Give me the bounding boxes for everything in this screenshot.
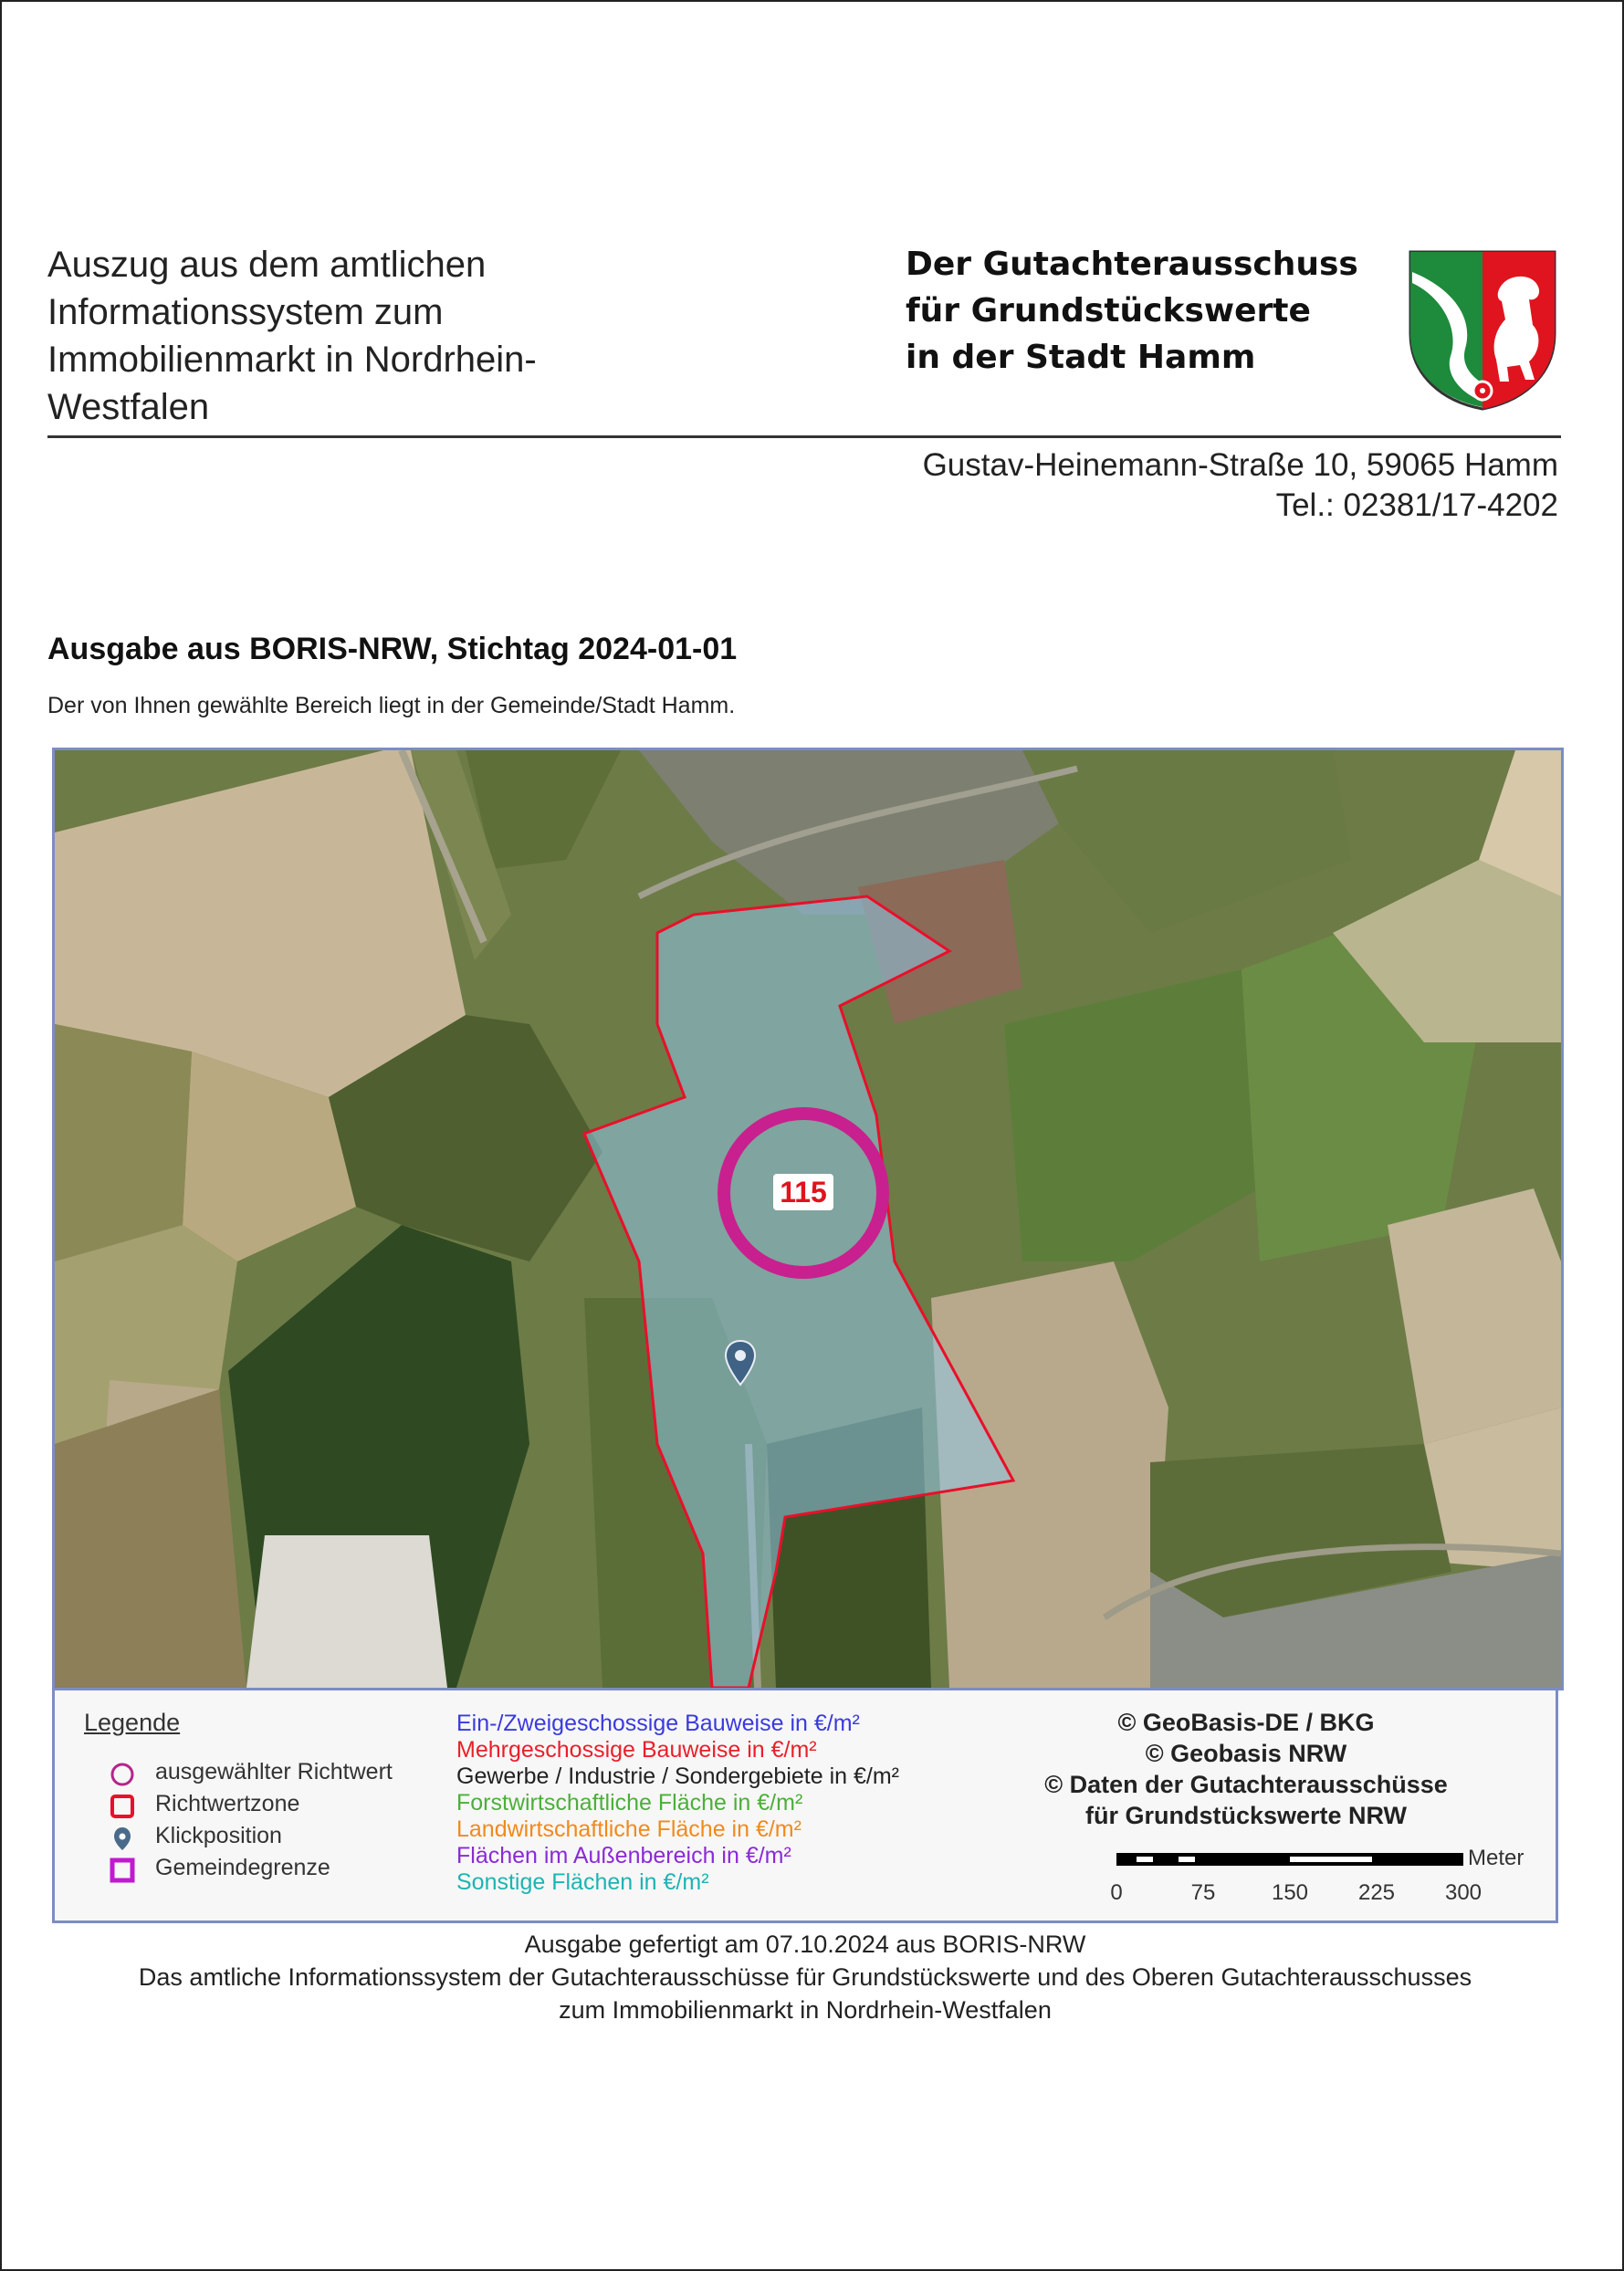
scale-bar-segment — [1137, 1857, 1153, 1862]
credit-line: © Daten der Gutachterausschüsse — [1044, 1771, 1448, 1798]
legend-category: Forstwirtschaftliche Fläche in €/m² — [456, 1790, 803, 1816]
legend-item-label: Gemeindegrenze — [155, 1855, 330, 1880]
phone-line: Tel.: 02381/17-4202 — [1275, 487, 1558, 523]
legend-category: Mehrgeschossige Bauweise in €/m² — [456, 1737, 817, 1763]
magenta-square-icon — [110, 1858, 135, 1883]
scale-bar-segment — [1179, 1857, 1195, 1862]
legend-category: Flächen im Außenbereich in €/m² — [456, 1843, 791, 1868]
aerial-map[interactable] — [52, 748, 1564, 1690]
credit-line: © GeoBasis-DE / BKG — [1117, 1709, 1375, 1736]
legend-item-label: Klickposition — [155, 1823, 282, 1848]
location-pin-icon[interactable] — [723, 1339, 758, 1387]
richtwert-label[interactable]: 115 — [773, 1174, 833, 1210]
heading-line: Westfalen — [47, 387, 210, 427]
scale-tick: 150 — [1271, 1880, 1309, 1905]
map-legend — [52, 1688, 1558, 1923]
credit-line: für Grundstückswerte NRW — [1084, 1802, 1408, 1829]
output-title: Ausgabe aus BORIS-NRW, Stichtag 2024-01-01 — [47, 632, 738, 666]
address-line: Gustav-Heinemann-Straße 10, 59065 Hamm — [922, 447, 1558, 483]
footer-line: zum Immobilienmarkt in Nordrhein-Westfalen — [559, 1996, 1052, 2024]
map-overlay — [55, 750, 1561, 1688]
heading-line: Informationssystem zum — [47, 292, 444, 332]
authority-line: in der Stadt Hamm — [906, 339, 1256, 376]
footer-line: Das amtliche Informationssystem der Gutachterausschüsse für Grundstückswerte und des Oberen Gutachterausschusses — [138, 1963, 1472, 1991]
scale-tick: 300 — [1444, 1880, 1483, 1905]
authority-name — [906, 241, 1380, 381]
legend-category: Gewerbe / Industrie / Sondergebiete in €/m² — [456, 1763, 899, 1789]
nrw-coat-of-arms-icon — [1405, 246, 1560, 413]
scale-unit: Meter — [1468, 1846, 1524, 1870]
scale-tick: 0 — [1110, 1880, 1123, 1905]
legend-category: Landwirtschaftliche Fläche in €/m² — [456, 1816, 802, 1842]
authority-line: für Grundstückswerte — [906, 292, 1311, 330]
red-square-icon — [110, 1794, 135, 1819]
legend-category: Ein-/Zweigeschossige Bauweise in €/m² — [456, 1711, 860, 1736]
scale-tick: 75 — [1190, 1880, 1216, 1905]
credit-line: © Geobasis NRW — [1145, 1740, 1347, 1767]
magenta-circle-icon — [110, 1762, 135, 1787]
authority-address — [923, 445, 1558, 526]
document-footer — [38, 1928, 1572, 2026]
legend-item-label: Richtwertzone — [155, 1791, 300, 1816]
footer-line: Ausgabe gefertigt am 07.10.2024 aus BORIS-NRW — [524, 1931, 1086, 1958]
document-heading — [47, 241, 632, 431]
map-credits — [1041, 1707, 1451, 1831]
location-pin-icon — [110, 1826, 135, 1851]
scale-tick: 225 — [1357, 1880, 1396, 1905]
output-subtitle: Der von Ihnen gewählte Bereich liegt in der Gemeinde/Stadt Hamm. — [47, 693, 736, 718]
scale-bar-segment — [1290, 1857, 1372, 1862]
legend-title: Legende — [84, 1709, 181, 1736]
legend-category: Sonstige Flächen in €/m² — [456, 1869, 709, 1895]
header-divider — [47, 435, 1561, 438]
heading-line: Auszug aus dem amtlichen — [47, 245, 487, 285]
legend-item-label: ausgewählter Richtwert — [155, 1759, 393, 1784]
authority-line: Der Gutachterausschuss — [906, 246, 1358, 283]
scale-bar — [1109, 1844, 1524, 1917]
heading-line: Immobilienmarkt in Nordrhein- — [47, 340, 537, 380]
